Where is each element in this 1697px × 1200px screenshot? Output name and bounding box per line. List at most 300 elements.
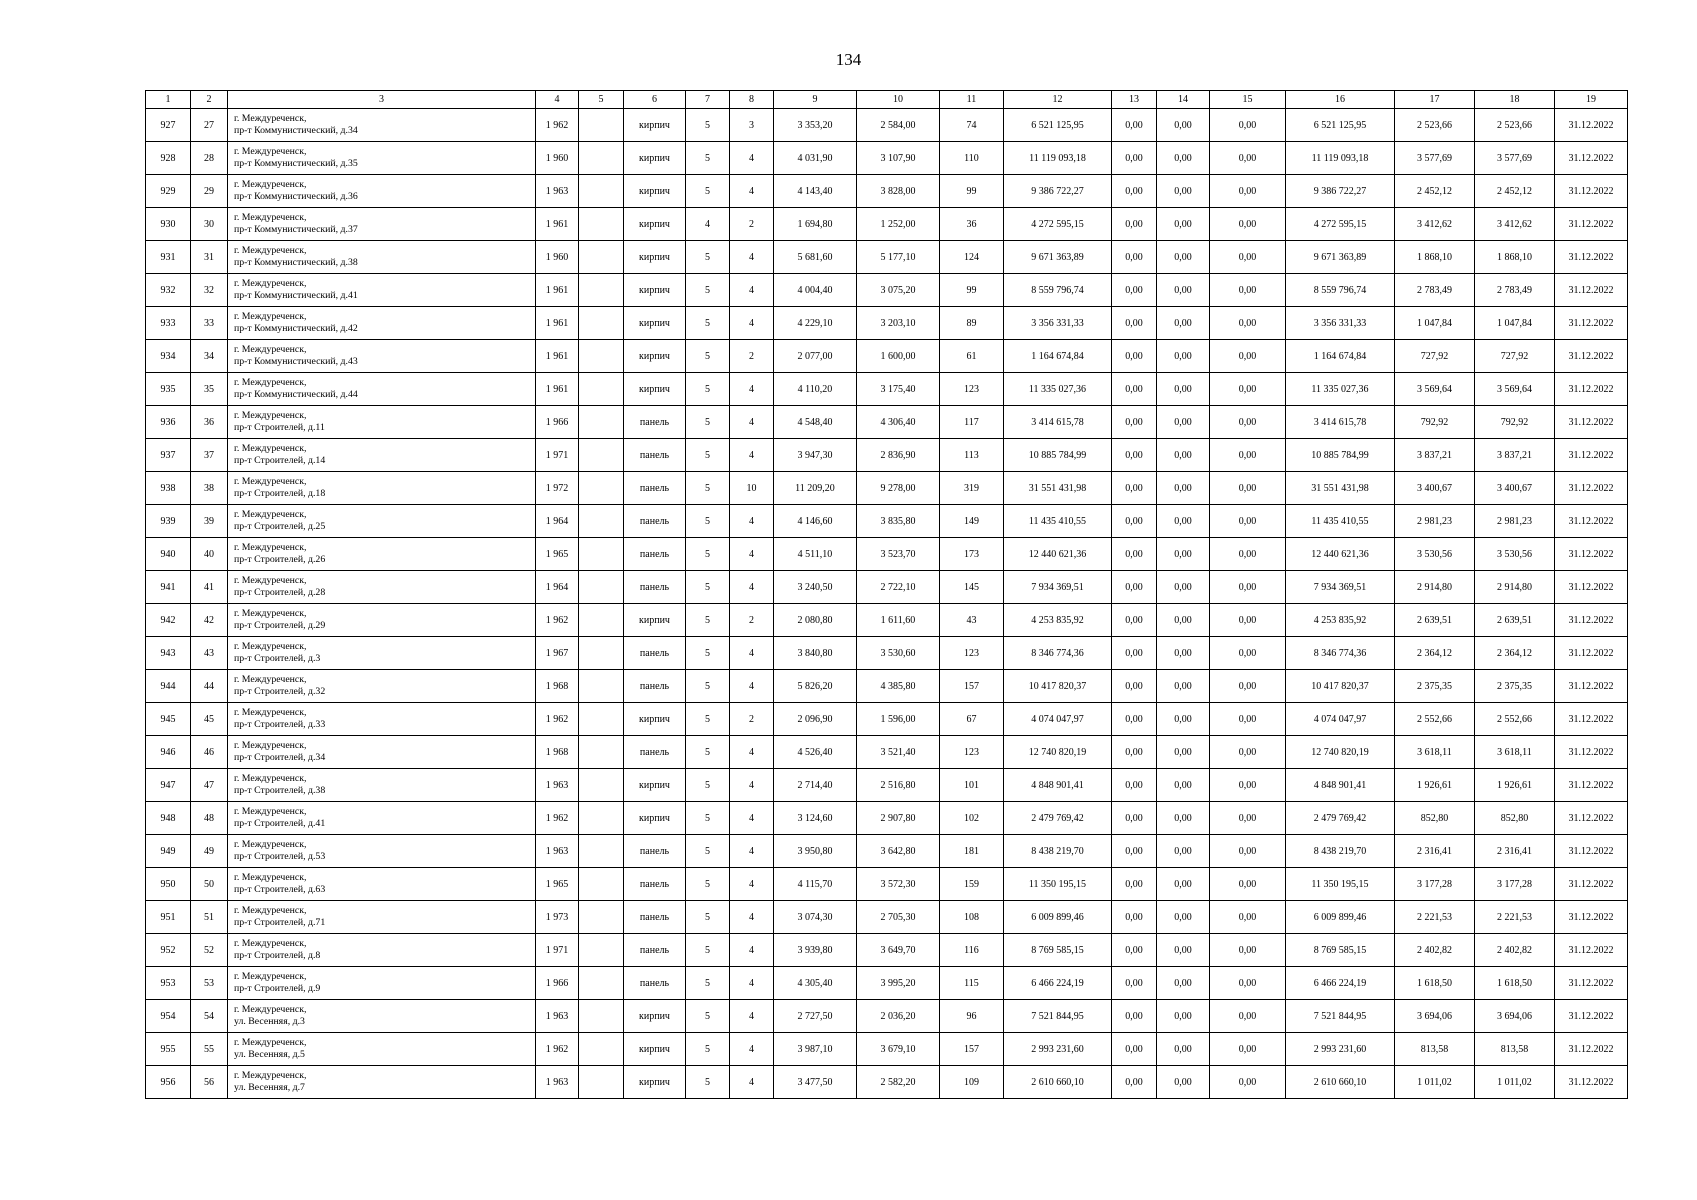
col-5-cell [579, 670, 624, 703]
col-15-cell: 0,00 [1210, 868, 1286, 901]
address-cell [228, 406, 536, 439]
wall-material-cell: кирпич [624, 208, 686, 241]
table-row [146, 241, 1628, 274]
total-area-cell: 4 143,40 [774, 175, 857, 208]
floors-cell: 5 [686, 703, 730, 736]
amount-cell: 9 671 363,89 [1004, 241, 1112, 274]
address-city: г. Междуреченск, [234, 773, 307, 784]
column-header-11: 11 [940, 91, 1004, 109]
col-13-cell: 0,00 [1112, 934, 1157, 967]
entrances-cell: 4 [730, 538, 774, 571]
address-cell [228, 373, 536, 406]
cost-per-sqm-cell: 2 639,51 [1395, 604, 1475, 637]
address-cell [228, 439, 536, 472]
residents-cell: 116 [940, 934, 1004, 967]
wall-material-cell: кирпич [624, 142, 686, 175]
year-built-cell: 1 961 [536, 340, 579, 373]
total-amount-cell: 12 740 820,19 [1286, 736, 1395, 769]
address-cell [228, 1033, 536, 1066]
residents-cell: 123 [940, 373, 1004, 406]
year-built-cell: 1 973 [536, 901, 579, 934]
row-number-cell: 948 [146, 802, 191, 835]
living-area-cell: 3 107,90 [857, 142, 940, 175]
address-cell [228, 769, 536, 802]
address-cell [228, 307, 536, 340]
year-built-cell: 1 960 [536, 142, 579, 175]
col-15-cell: 0,00 [1210, 340, 1286, 373]
row-number-cell: 947 [146, 769, 191, 802]
wall-material-cell: кирпич [624, 1033, 686, 1066]
living-area-cell: 1 596,00 [857, 703, 940, 736]
table-row [146, 340, 1628, 373]
wall-material-cell: панель [624, 934, 686, 967]
deadline-cell: 31.12.2022 [1555, 274, 1628, 307]
year-built-cell: 1 961 [536, 274, 579, 307]
floors-cell: 5 [686, 1033, 730, 1066]
col-14-cell: 0,00 [1157, 538, 1210, 571]
residents-cell: 113 [940, 439, 1004, 472]
col-5-cell [579, 472, 624, 505]
address-street: пр-т Строителей, д.34 [234, 752, 326, 763]
living-area-cell: 3 642,80 [857, 835, 940, 868]
limit-per-sqm-cell: 2 402,82 [1475, 934, 1555, 967]
cost-per-sqm-cell: 3 694,06 [1395, 1000, 1475, 1033]
col-5-cell [579, 736, 624, 769]
local-number-cell: 31 [191, 241, 228, 274]
row-number-cell: 932 [146, 274, 191, 307]
table-row [146, 505, 1628, 538]
col-13-cell: 0,00 [1112, 109, 1157, 142]
col-5-cell [579, 307, 624, 340]
address-cell [228, 274, 536, 307]
col-14-cell: 0,00 [1157, 769, 1210, 802]
limit-per-sqm-cell: 3 412,62 [1475, 208, 1555, 241]
wall-material-cell: кирпич [624, 769, 686, 802]
limit-per-sqm-cell: 2 375,35 [1475, 670, 1555, 703]
table-row [146, 703, 1628, 736]
deadline-cell: 31.12.2022 [1555, 571, 1628, 604]
floors-cell: 5 [686, 505, 730, 538]
address-city: г. Междуреченск, [234, 542, 307, 553]
living-area-cell: 3 530,60 [857, 637, 940, 670]
living-area-cell: 3 203,10 [857, 307, 940, 340]
deadline-cell: 31.12.2022 [1555, 769, 1628, 802]
row-number-cell: 956 [146, 1066, 191, 1099]
address-street: пр-т Коммунистический, д.44 [234, 389, 358, 400]
address-street: пр-т Строителей, д.14 [234, 455, 326, 466]
limit-per-sqm-cell: 3 177,28 [1475, 868, 1555, 901]
table-row [146, 406, 1628, 439]
col-5-cell [579, 703, 624, 736]
column-header-5: 5 [579, 91, 624, 109]
limit-per-sqm-cell: 727,92 [1475, 340, 1555, 373]
address-street: ул. Весенняя, д.5 [234, 1049, 305, 1060]
col-14-cell: 0,00 [1157, 1000, 1210, 1033]
address-city: г. Междуреченск, [234, 377, 307, 388]
total-amount-cell: 1 164 674,84 [1286, 340, 1395, 373]
floors-cell: 5 [686, 175, 730, 208]
address-cell [228, 802, 536, 835]
col-15-cell: 0,00 [1210, 439, 1286, 472]
amount-cell: 2 993 231,60 [1004, 1033, 1112, 1066]
wall-material-cell: панель [624, 835, 686, 868]
col-13-cell: 0,00 [1112, 637, 1157, 670]
col-13-cell: 0,00 [1112, 505, 1157, 538]
column-header-14: 14 [1157, 91, 1210, 109]
wall-material-cell: кирпич [624, 802, 686, 835]
col-14-cell: 0,00 [1157, 967, 1210, 1000]
limit-per-sqm-cell: 2 783,49 [1475, 274, 1555, 307]
wall-material-cell: панель [624, 901, 686, 934]
address-cell [228, 934, 536, 967]
cost-per-sqm-cell: 3 400,67 [1395, 472, 1475, 505]
col-15-cell: 0,00 [1210, 604, 1286, 637]
total-area-cell: 4 526,40 [774, 736, 857, 769]
floors-cell: 5 [686, 769, 730, 802]
residents-cell: 102 [940, 802, 1004, 835]
local-number-cell: 42 [191, 604, 228, 637]
col-14-cell: 0,00 [1157, 373, 1210, 406]
total-amount-cell: 3 414 615,78 [1286, 406, 1395, 439]
floors-cell: 5 [686, 571, 730, 604]
residents-cell: 149 [940, 505, 1004, 538]
row-number-cell: 936 [146, 406, 191, 439]
residents-cell: 101 [940, 769, 1004, 802]
total-area-cell: 3 240,50 [774, 571, 857, 604]
local-number-cell: 51 [191, 901, 228, 934]
deadline-cell: 31.12.2022 [1555, 538, 1628, 571]
living-area-cell: 5 177,10 [857, 241, 940, 274]
col-14-cell: 0,00 [1157, 934, 1210, 967]
row-number-cell: 930 [146, 208, 191, 241]
col-15-cell: 0,00 [1210, 901, 1286, 934]
col-5-cell [579, 274, 624, 307]
deadline-cell: 31.12.2022 [1555, 307, 1628, 340]
local-number-cell: 48 [191, 802, 228, 835]
deadline-cell: 31.12.2022 [1555, 934, 1628, 967]
year-built-cell: 1 962 [536, 703, 579, 736]
residents-cell: 173 [940, 538, 1004, 571]
limit-per-sqm-cell: 2 639,51 [1475, 604, 1555, 637]
residents-cell: 36 [940, 208, 1004, 241]
col-5-cell [579, 505, 624, 538]
residents-cell: 181 [940, 835, 1004, 868]
address-cell [228, 571, 536, 604]
address-city: г. Междуреченск, [234, 443, 307, 454]
col-15-cell: 0,00 [1210, 175, 1286, 208]
address-street: пр-т Строителей, д.8 [234, 950, 321, 961]
limit-per-sqm-cell: 3 530,56 [1475, 538, 1555, 571]
column-header-7: 7 [686, 91, 730, 109]
col-13-cell: 0,00 [1112, 1033, 1157, 1066]
address-city: г. Междуреченск, [234, 509, 307, 520]
col-14-cell: 0,00 [1157, 175, 1210, 208]
col-5-cell [579, 340, 624, 373]
table-row [146, 670, 1628, 703]
cost-per-sqm-cell: 2 452,12 [1395, 175, 1475, 208]
limit-per-sqm-cell: 1 926,61 [1475, 769, 1555, 802]
col-14-cell: 0,00 [1157, 604, 1210, 637]
col-5-cell [579, 637, 624, 670]
col-14-cell: 0,00 [1157, 571, 1210, 604]
table-body [146, 109, 1628, 1099]
total-area-cell: 4 511,10 [774, 538, 857, 571]
column-header-6: 6 [624, 91, 686, 109]
cost-per-sqm-cell: 3 837,21 [1395, 439, 1475, 472]
table-row [146, 637, 1628, 670]
local-number-cell: 55 [191, 1033, 228, 1066]
column-header-17: 17 [1395, 91, 1475, 109]
living-area-cell: 2 584,00 [857, 109, 940, 142]
address-city: г. Междуреченск, [234, 179, 307, 190]
total-area-cell: 11 209,20 [774, 472, 857, 505]
col-15-cell: 0,00 [1210, 802, 1286, 835]
address-street: пр-т Коммунистический, д.43 [234, 356, 358, 367]
floors-cell: 5 [686, 373, 730, 406]
address-street: пр-т Строителей, д.63 [234, 884, 326, 895]
amount-cell: 6 521 125,95 [1004, 109, 1112, 142]
living-area-cell: 1 600,00 [857, 340, 940, 373]
residents-cell: 124 [940, 241, 1004, 274]
residents-cell: 108 [940, 901, 1004, 934]
col-5-cell [579, 901, 624, 934]
address-cell [228, 901, 536, 934]
col-15-cell: 0,00 [1210, 1033, 1286, 1066]
amount-cell: 4 848 901,41 [1004, 769, 1112, 802]
col-5-cell [579, 571, 624, 604]
residents-cell: 319 [940, 472, 1004, 505]
col-14-cell: 0,00 [1157, 736, 1210, 769]
living-area-cell: 3 521,40 [857, 736, 940, 769]
address-street: пр-т Коммунистический, д.36 [234, 191, 358, 202]
total-area-cell: 3 939,80 [774, 934, 857, 967]
col-5-cell [579, 406, 624, 439]
total-area-cell: 4 146,60 [774, 505, 857, 538]
residents-cell: 89 [940, 307, 1004, 340]
row-number-cell: 942 [146, 604, 191, 637]
total-amount-cell: 11 335 027,36 [1286, 373, 1395, 406]
amount-cell: 10 885 784,99 [1004, 439, 1112, 472]
limit-per-sqm-cell: 3 694,06 [1475, 1000, 1555, 1033]
total-area-cell: 4 229,10 [774, 307, 857, 340]
total-amount-cell: 7 521 844,95 [1286, 1000, 1395, 1033]
amount-cell: 8 346 774,36 [1004, 637, 1112, 670]
table-row [146, 439, 1628, 472]
floors-cell: 5 [686, 439, 730, 472]
limit-per-sqm-cell: 2 316,41 [1475, 835, 1555, 868]
total-area-cell: 3 947,30 [774, 439, 857, 472]
amount-cell: 3 414 615,78 [1004, 406, 1112, 439]
floors-cell: 5 [686, 934, 730, 967]
local-number-cell: 36 [191, 406, 228, 439]
col-14-cell: 0,00 [1157, 142, 1210, 175]
living-area-cell: 1 611,60 [857, 604, 940, 637]
floors-cell: 5 [686, 868, 730, 901]
col-13-cell: 0,00 [1112, 373, 1157, 406]
local-number-cell: 38 [191, 472, 228, 505]
cost-per-sqm-cell: 813,58 [1395, 1033, 1475, 1066]
residents-cell: 99 [940, 175, 1004, 208]
amount-cell: 3 356 331,33 [1004, 307, 1112, 340]
cost-per-sqm-cell: 2 364,12 [1395, 637, 1475, 670]
total-area-cell: 4 031,90 [774, 142, 857, 175]
col-14-cell: 0,00 [1157, 637, 1210, 670]
entrances-cell: 4 [730, 736, 774, 769]
wall-material-cell: панель [624, 736, 686, 769]
col-13-cell: 0,00 [1112, 175, 1157, 208]
address-city: г. Междуреченск, [234, 311, 307, 322]
cost-per-sqm-cell: 3 177,28 [1395, 868, 1475, 901]
wall-material-cell: кирпич [624, 274, 686, 307]
year-built-cell: 1 961 [536, 208, 579, 241]
table-row [146, 604, 1628, 637]
col-13-cell: 0,00 [1112, 703, 1157, 736]
cost-per-sqm-cell: 1 047,84 [1395, 307, 1475, 340]
row-number-cell: 927 [146, 109, 191, 142]
total-area-cell: 3 074,30 [774, 901, 857, 934]
col-13-cell: 0,00 [1112, 769, 1157, 802]
row-number-cell: 943 [146, 637, 191, 670]
entrances-cell: 4 [730, 802, 774, 835]
address-city: г. Междуреченск, [234, 113, 307, 124]
local-number-cell: 27 [191, 109, 228, 142]
residents-cell: 117 [940, 406, 1004, 439]
cost-per-sqm-cell: 3 412,62 [1395, 208, 1475, 241]
total-amount-cell: 4 253 835,92 [1286, 604, 1395, 637]
floors-cell: 5 [686, 406, 730, 439]
address-street: пр-т Строителей, д.11 [234, 422, 325, 433]
col-15-cell: 0,00 [1210, 373, 1286, 406]
deadline-cell: 31.12.2022 [1555, 967, 1628, 1000]
col-13-cell: 0,00 [1112, 868, 1157, 901]
floors-cell: 5 [686, 835, 730, 868]
living-area-cell: 3 523,70 [857, 538, 940, 571]
total-area-cell: 3 987,10 [774, 1033, 857, 1066]
wall-material-cell: кирпич [624, 175, 686, 208]
amount-cell: 11 435 410,55 [1004, 505, 1112, 538]
total-amount-cell: 6 009 899,46 [1286, 901, 1395, 934]
total-area-cell: 2 080,80 [774, 604, 857, 637]
col-13-cell: 0,00 [1112, 406, 1157, 439]
column-header-4: 4 [536, 91, 579, 109]
living-area-cell: 1 252,00 [857, 208, 940, 241]
year-built-cell: 1 971 [536, 934, 579, 967]
address-street: пр-т Строителей, д.9 [234, 983, 321, 994]
column-number-row [146, 91, 1628, 109]
wall-material-cell: панель [624, 472, 686, 505]
entrances-cell: 4 [730, 934, 774, 967]
deadline-cell: 31.12.2022 [1555, 439, 1628, 472]
address-cell [228, 868, 536, 901]
year-built-cell: 1 962 [536, 604, 579, 637]
total-area-cell: 3 950,80 [774, 835, 857, 868]
col-5-cell [579, 142, 624, 175]
row-number-cell: 938 [146, 472, 191, 505]
floors-cell: 5 [686, 736, 730, 769]
amount-cell: 8 559 796,74 [1004, 274, 1112, 307]
wall-material-cell: панель [624, 505, 686, 538]
col-13-cell: 0,00 [1112, 307, 1157, 340]
table-row [146, 868, 1628, 901]
total-amount-cell: 6 521 125,95 [1286, 109, 1395, 142]
floors-cell: 5 [686, 142, 730, 175]
floors-cell: 5 [686, 307, 730, 340]
residents-cell: 157 [940, 670, 1004, 703]
year-built-cell: 1 963 [536, 1066, 579, 1099]
floors-cell: 5 [686, 637, 730, 670]
table-row [146, 1066, 1628, 1099]
cost-per-sqm-cell: 2 914,80 [1395, 571, 1475, 604]
total-amount-cell: 2 610 660,10 [1286, 1066, 1395, 1099]
address-city: г. Междуреченск, [234, 575, 307, 586]
page-number: 134 [835, 50, 862, 69]
cost-per-sqm-cell: 2 783,49 [1395, 274, 1475, 307]
total-area-cell: 4 004,40 [774, 274, 857, 307]
table-row [146, 274, 1628, 307]
address-street: пр-т Коммунистический, д.41 [234, 290, 358, 301]
row-number-cell: 931 [146, 241, 191, 274]
local-number-cell: 44 [191, 670, 228, 703]
limit-per-sqm-cell: 2 452,12 [1475, 175, 1555, 208]
column-header-13: 13 [1112, 91, 1157, 109]
living-area-cell: 3 679,10 [857, 1033, 940, 1066]
living-area-cell: 3 175,40 [857, 373, 940, 406]
deadline-cell: 31.12.2022 [1555, 1000, 1628, 1033]
col-14-cell: 0,00 [1157, 208, 1210, 241]
amount-cell: 11 335 027,36 [1004, 373, 1112, 406]
year-built-cell: 1 962 [536, 109, 579, 142]
col-13-cell: 0,00 [1112, 274, 1157, 307]
amount-cell: 1 164 674,84 [1004, 340, 1112, 373]
floors-cell: 5 [686, 1066, 730, 1099]
row-number-cell: 934 [146, 340, 191, 373]
address-street: пр-т Строителей, д.28 [234, 587, 326, 598]
address-city: г. Междуреченск, [234, 212, 307, 223]
total-area-cell: 4 110,20 [774, 373, 857, 406]
row-number-cell: 953 [146, 967, 191, 1000]
local-number-cell: 54 [191, 1000, 228, 1033]
deadline-cell: 31.12.2022 [1555, 604, 1628, 637]
col-15-cell: 0,00 [1210, 637, 1286, 670]
address-city: г. Междуреченск, [234, 608, 307, 619]
entrances-cell: 10 [730, 472, 774, 505]
col-14-cell: 0,00 [1157, 1066, 1210, 1099]
wall-material-cell: кирпич [624, 109, 686, 142]
row-number-cell: 952 [146, 934, 191, 967]
cost-per-sqm-cell: 1 011,02 [1395, 1066, 1475, 1099]
limit-per-sqm-cell: 2 364,12 [1475, 637, 1555, 670]
row-number-cell: 946 [146, 736, 191, 769]
cost-per-sqm-cell: 3 577,69 [1395, 142, 1475, 175]
local-number-cell: 41 [191, 571, 228, 604]
total-area-cell: 4 548,40 [774, 406, 857, 439]
row-number-cell: 933 [146, 307, 191, 340]
amount-cell: 7 934 369,51 [1004, 571, 1112, 604]
cost-per-sqm-cell: 2 552,66 [1395, 703, 1475, 736]
row-number-cell: 944 [146, 670, 191, 703]
amount-cell: 9 386 722,27 [1004, 175, 1112, 208]
amount-cell: 6 009 899,46 [1004, 901, 1112, 934]
col-13-cell: 0,00 [1112, 736, 1157, 769]
table-row [146, 307, 1628, 340]
entrances-cell: 4 [730, 241, 774, 274]
col-13-cell: 0,00 [1112, 142, 1157, 175]
entrances-cell: 4 [730, 835, 774, 868]
column-header-12: 12 [1004, 91, 1112, 109]
living-area-cell: 2 907,80 [857, 802, 940, 835]
address-city: г. Междуреченск, [234, 1070, 307, 1081]
amount-cell: 11 350 195,15 [1004, 868, 1112, 901]
